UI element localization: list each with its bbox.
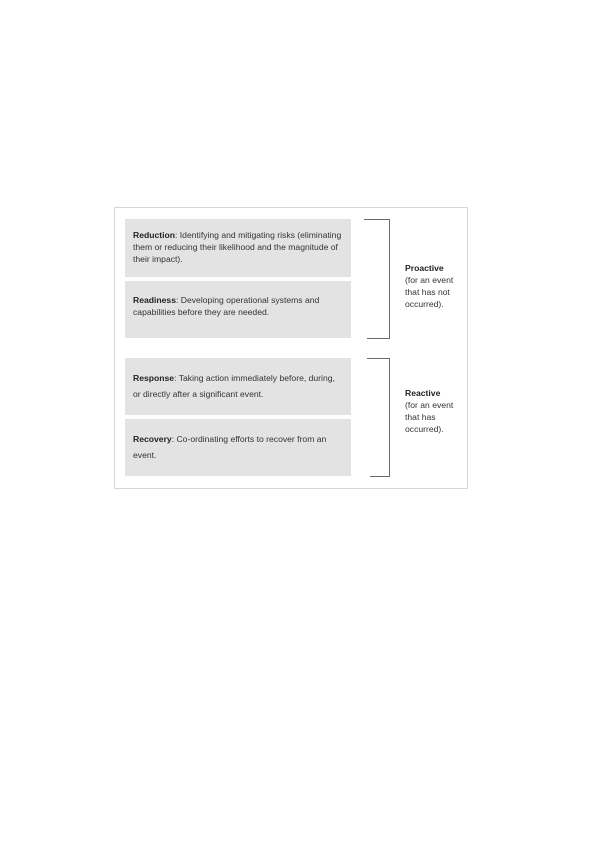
stage-description: : Identifying and mitigating risks (eliminating them or reducing their likelihood and the magnitude of their impact).: [133, 230, 342, 264]
stage-description: : Taking action immediately before, during, or directly after a significant event.: [133, 373, 335, 399]
proactive-bracket: [350, 219, 392, 339]
group-label-proactive: [405, 262, 465, 310]
stage-box-readiness: [125, 281, 351, 338]
stage-box-reduction: [125, 219, 351, 277]
stage-description: : Co-ordinating efforts to recover from an event.: [133, 434, 327, 460]
group-note: (for an event that has occurred).: [405, 400, 454, 434]
stage-term: Reduction: [133, 230, 176, 240]
stage-description: : Developing operational systems and capabilities before they are needed.: [133, 295, 320, 317]
stage-term: Response: [133, 373, 175, 383]
group-title: Proactive: [405, 263, 444, 273]
stage-box-recovery: [125, 419, 351, 476]
stage-term: Readiness: [133, 295, 176, 305]
reactive-bracket: [350, 358, 392, 478]
stage-box-response: [125, 358, 351, 415]
group-note: (for an event that has not occurred).: [405, 275, 454, 309]
stage-term: Recovery: [133, 434, 172, 444]
group-label-reactive: [405, 387, 465, 435]
group-title: Reactive: [405, 388, 441, 398]
